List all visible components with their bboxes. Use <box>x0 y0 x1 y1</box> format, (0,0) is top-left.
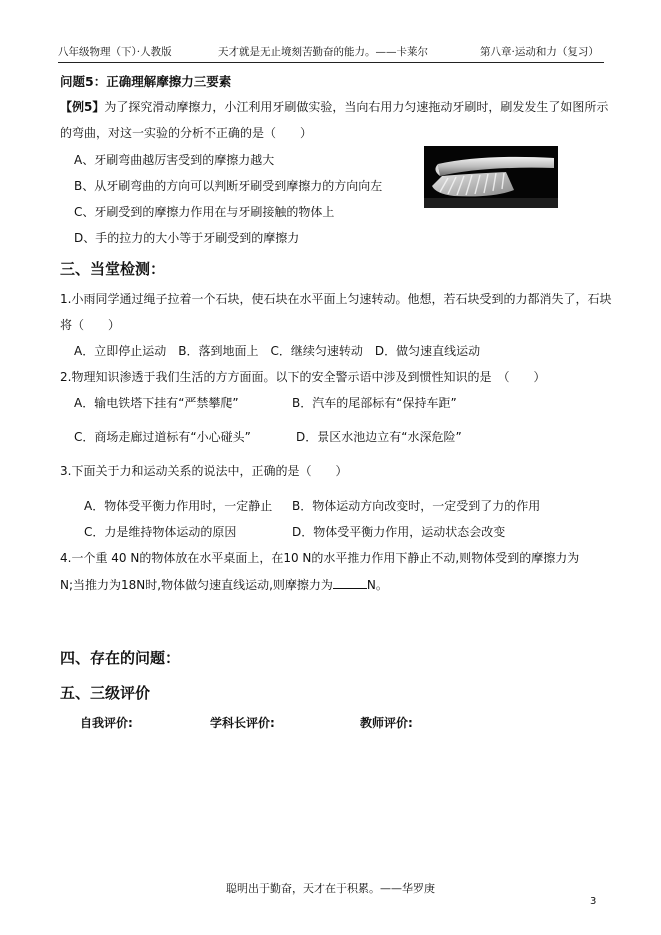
section5-title: 五、三级评价 <box>60 684 151 702</box>
q4-stem-line1: 4.一个重 40 N的物体放在水平桌面上，在10 N的水平推力作用下静止不动,则物体受到的摩擦力为 <box>60 551 580 565</box>
problem5-option-a: A、牙刷弯曲越厉害受到的摩擦力越大 <box>74 153 275 167</box>
q1-options: A．立即停止运动 B．落到地面上 C．继续匀速转动 D．做匀速直线运动 <box>74 344 481 358</box>
subject-leader-evaluation-label: 学科长评价: <box>210 716 275 730</box>
q1-stem-line2: 将（ ） <box>60 318 121 332</box>
teacher-evaluation-label: 教师评价: <box>360 716 413 730</box>
toothbrush-icon <box>424 146 558 208</box>
q2-option-a: A．输电铁塔下挂有“严禁攀爬” <box>74 396 239 410</box>
problem5-stem-text: 为了探究滑动摩擦力，小江利用牙刷做实验，当向右用力匀速拖动牙刷时，刷发发生了如图所示 <box>104 100 609 114</box>
q3-option-b: B．物体运动方向改变时，一定受到了力的作用 <box>292 499 541 513</box>
q3-option-d: D．物体受平衡力作用，运动状态会改变 <box>292 525 506 539</box>
q3-option-a: A．物体受平衡力作用时，一定静止 <box>84 499 273 513</box>
header-divider <box>58 62 604 63</box>
header-right: 第八章·运动和力（复习） <box>480 46 599 58</box>
problem5-stem-line1 <box>60 98 608 115</box>
problem5-option-b: B、从牙刷弯曲的方向可以判断牙刷受到摩擦力的方向向左 <box>74 179 383 193</box>
page-number: 3 <box>590 896 597 907</box>
q2-option-b: B．汽车的尾部标有“保持车距” <box>292 396 457 410</box>
q4-line2-text: N;当推力为18N时,物体做匀速直线运动,则摩擦力为 <box>60 578 333 592</box>
q4-answer-blank[interactable] <box>333 577 367 589</box>
problem5-option-d: D、手的拉力的大小等于牙刷受到的摩擦力 <box>74 231 300 245</box>
self-evaluation-label: 自我评价: <box>80 716 133 730</box>
header-left: 八年级物理（下）·人教版 <box>58 46 172 58</box>
q3-option-c: C．力是维持物体运动的原因 <box>84 525 237 539</box>
header-center-quote: 天才就是无止境刻苦勤奋的能力。——卡莱尔 <box>218 46 428 58</box>
problem5-option-c: C、牙刷受到的摩擦力作用在与牙刷接触的物体上 <box>74 205 335 219</box>
q4-line2-unit: N。 <box>366 578 388 592</box>
section3-title: 三、当堂检测： <box>60 260 166 278</box>
section4-title: 四、存在的问题： <box>60 649 181 667</box>
toothbrush-photo <box>424 146 558 208</box>
q2-stem: 2.物理知识渗透于我们生活的方方面面。以下的安全警示语中涉及到惯性知识的是 （ ） <box>60 370 546 384</box>
q1-stem-line1: 1.小雨同学通过绳子拉着一个石块，使石块在水平面上匀速转动。他想，若石块受到的力都消失了，石块 <box>60 292 612 306</box>
q2-option-c: C．商场走廊过道标有“小心碰头” <box>74 430 251 444</box>
q4-stem-line2 <box>60 576 388 593</box>
example-tag: 【例5】 <box>60 100 105 114</box>
problem5-stem-line2: 的弯曲，对这一实验的分析不正确的是（ ） <box>60 126 313 140</box>
footer-quote: 聪明出于勤奋，天才在于积累。——华罗庚 <box>226 882 435 895</box>
problem5-title: 问题5：正确理解摩擦力三要素 <box>60 74 232 89</box>
q2-option-d: D．景区水池边立有“水深危险” <box>296 430 462 444</box>
q3-stem: 3.下面关于力和运动关系的说法中，正确的是（ ） <box>60 464 348 478</box>
